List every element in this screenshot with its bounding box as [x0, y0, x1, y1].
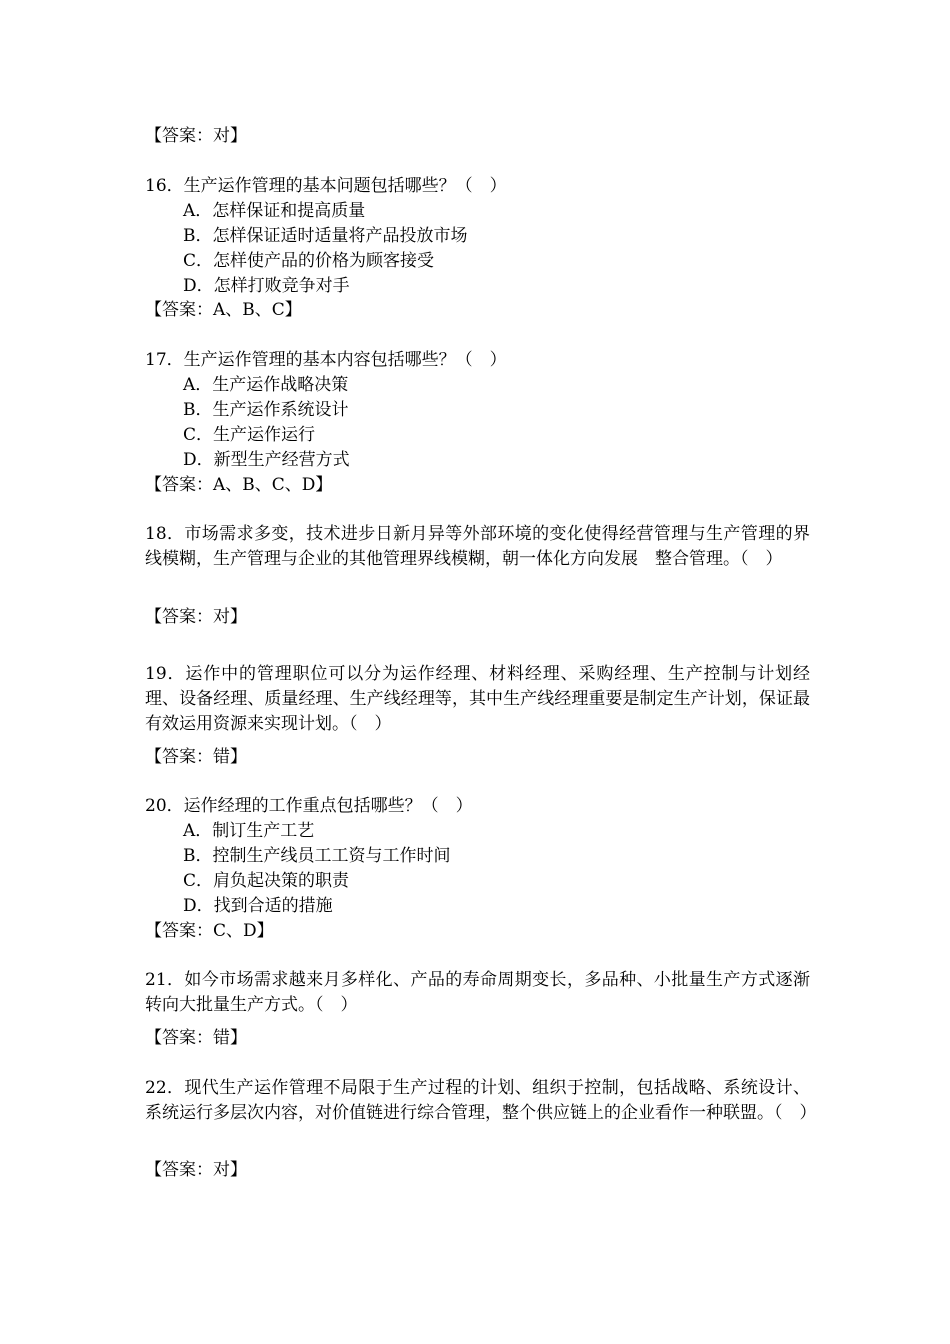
question-22: 22．现代生产运作管理不局限于生产过程的计划、组织于控制，包括战略、系统设计、系统运行多层次内容，对价值链进行综合管理，整个供应链上的企业看作一种联盟。（ ） — [145, 1078, 817, 1123]
answer-15: 【答案：对】 — [145, 126, 247, 146]
answer-16: 【答案：A、B、C】 — [145, 300, 302, 320]
q20-option-c: C．肩负起决策的职责 — [183, 871, 350, 891]
answer-20: 【答案：C、D】 — [145, 921, 274, 941]
q20-option-d: D．找到合适的措施 — [183, 896, 333, 916]
question-17: 17．生产运作管理的基本内容包括哪些？（ ） — [145, 350, 507, 370]
q16-option-b: B．怎样保证适时适量将产品投放市场 — [183, 226, 468, 246]
question-21: 21．如今市场需求越来月多样化、产品的寿命周期变长，多品种、小批量生产方式逐渐转向大批量生产方式。（ ） — [145, 970, 810, 1015]
answer-21: 【答案：错】 — [145, 1028, 247, 1048]
question-20: 20．运作经理的工作重点包括哪些？（ ） — [145, 796, 473, 816]
q20-option-b: B．控制生产线员工工资与工作时间 — [183, 846, 451, 866]
answer-18: 【答案：对】 — [145, 607, 247, 627]
q20-option-a: A．制订生产工艺 — [183, 821, 315, 841]
question-19: 19．运作中的管理职位可以分为运作经理、材料经理、采购经理、生产控制与计划经理、设备经理、质量经理、生产线经理等，其中生产线经理重要是制定生产计划，保证最有效运用资源来实现计划。（ ） — [145, 664, 810, 734]
q17-option-c: C．生产运作运行 — [183, 425, 316, 445]
answer-19: 【答案：错】 — [145, 747, 247, 767]
answer-17: 【答案：A、B、C、D】 — [145, 475, 333, 495]
question-18: 18．市场需求多变，技术进步日新月异等外部环境的变化使得经营管理与生产管理的界线模糊，生产管理与企业的其他管理界线模糊，朝一体化方向发展 整合管理。（ ） — [145, 524, 810, 569]
answer-22: 【答案：对】 — [145, 1160, 247, 1180]
q16-option-a: A．怎样保证和提高质量 — [183, 201, 366, 221]
q17-option-a: A．生产运作战略决策 — [183, 375, 349, 395]
q17-option-b: B．生产运作系统设计 — [183, 400, 349, 420]
q16-option-d: D．怎样打败竞争对手 — [183, 276, 350, 296]
question-16: 16．生产运作管理的基本问题包括哪些？（ ） — [145, 176, 507, 196]
q17-option-d: D．新型生产经营方式 — [183, 450, 350, 470]
q16-option-c: C．怎样使产品的价格为顾客接受 — [183, 251, 435, 271]
